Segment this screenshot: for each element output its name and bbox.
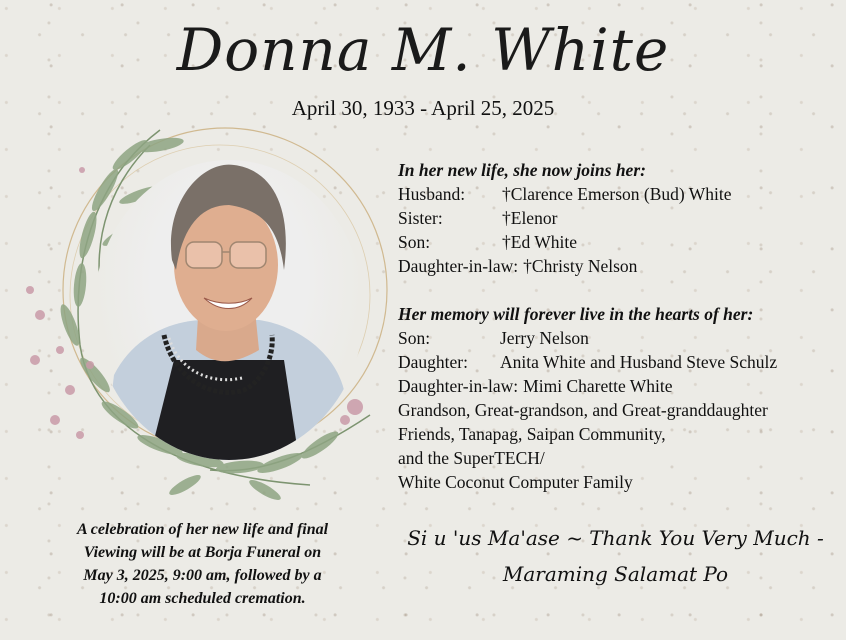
service-line: Viewing will be at Borja Funeral on bbox=[83, 544, 322, 561]
life-dates: April 30, 1933 - April 25, 2025 bbox=[291, 96, 555, 120]
preceded-heading: In her new life, she now joins her: bbox=[398, 160, 646, 180]
relation-label: Son: bbox=[398, 232, 431, 252]
relation-value: Jerry Nelson bbox=[500, 328, 589, 348]
relation-value: †Clarence Emerson (Bud) White bbox=[502, 184, 732, 204]
portrait-photo bbox=[94, 160, 364, 460]
relation-label: Son: bbox=[398, 328, 431, 348]
relation-label: Daughter: bbox=[398, 352, 468, 372]
relation-row bbox=[398, 326, 777, 350]
relation-row bbox=[398, 254, 732, 278]
relation-row bbox=[398, 374, 777, 398]
thank-you-message bbox=[385, 520, 846, 592]
survivor-line: and the SuperTECH/ bbox=[398, 448, 545, 468]
service-line: 10:00 am scheduled cremation. bbox=[99, 590, 306, 607]
survivor-line: Friends, Tanapag, Saipan Community, bbox=[398, 424, 666, 444]
thanks-line: Si u 'us Ma'ase ~ Thank You Very Much - bbox=[407, 526, 824, 550]
relation-value: †Ed White bbox=[502, 232, 578, 252]
relation-row bbox=[398, 230, 732, 254]
service-line: A celebration of her new life and final bbox=[76, 521, 329, 538]
relation-row bbox=[398, 206, 732, 230]
relation-label: Husband: bbox=[398, 184, 466, 204]
relation-row bbox=[398, 182, 732, 206]
survived-by-section bbox=[398, 302, 777, 494]
relation-value: †Christy Nelson bbox=[523, 256, 638, 276]
thanks-line: Maraming Salamat Po bbox=[502, 562, 729, 586]
relation-label: Daughter-in-law: bbox=[398, 376, 519, 396]
relation-label: Sister: bbox=[398, 208, 443, 228]
service-details bbox=[40, 518, 365, 610]
relation-row bbox=[398, 350, 777, 374]
survived-heading: Her memory will forever live in the hearts of her: bbox=[398, 304, 754, 324]
relation-value: †Elenor bbox=[502, 208, 558, 228]
relation-value: Anita White and Husband Steve Schulz bbox=[500, 352, 778, 372]
relation-value: Mimi Charette White bbox=[523, 376, 673, 396]
memorial-name: Donna M. White bbox=[176, 16, 670, 84]
service-line: May 3, 2025, 9:00 am, followed by a bbox=[83, 567, 322, 584]
survivor-line: White Coconut Computer Family bbox=[398, 472, 633, 492]
preceded-in-death-section bbox=[398, 158, 732, 278]
survivor-line: Grandson, Great-grandson, and Great-granddaughter bbox=[398, 400, 768, 420]
relation-label: Daughter-in-law: bbox=[398, 256, 519, 276]
